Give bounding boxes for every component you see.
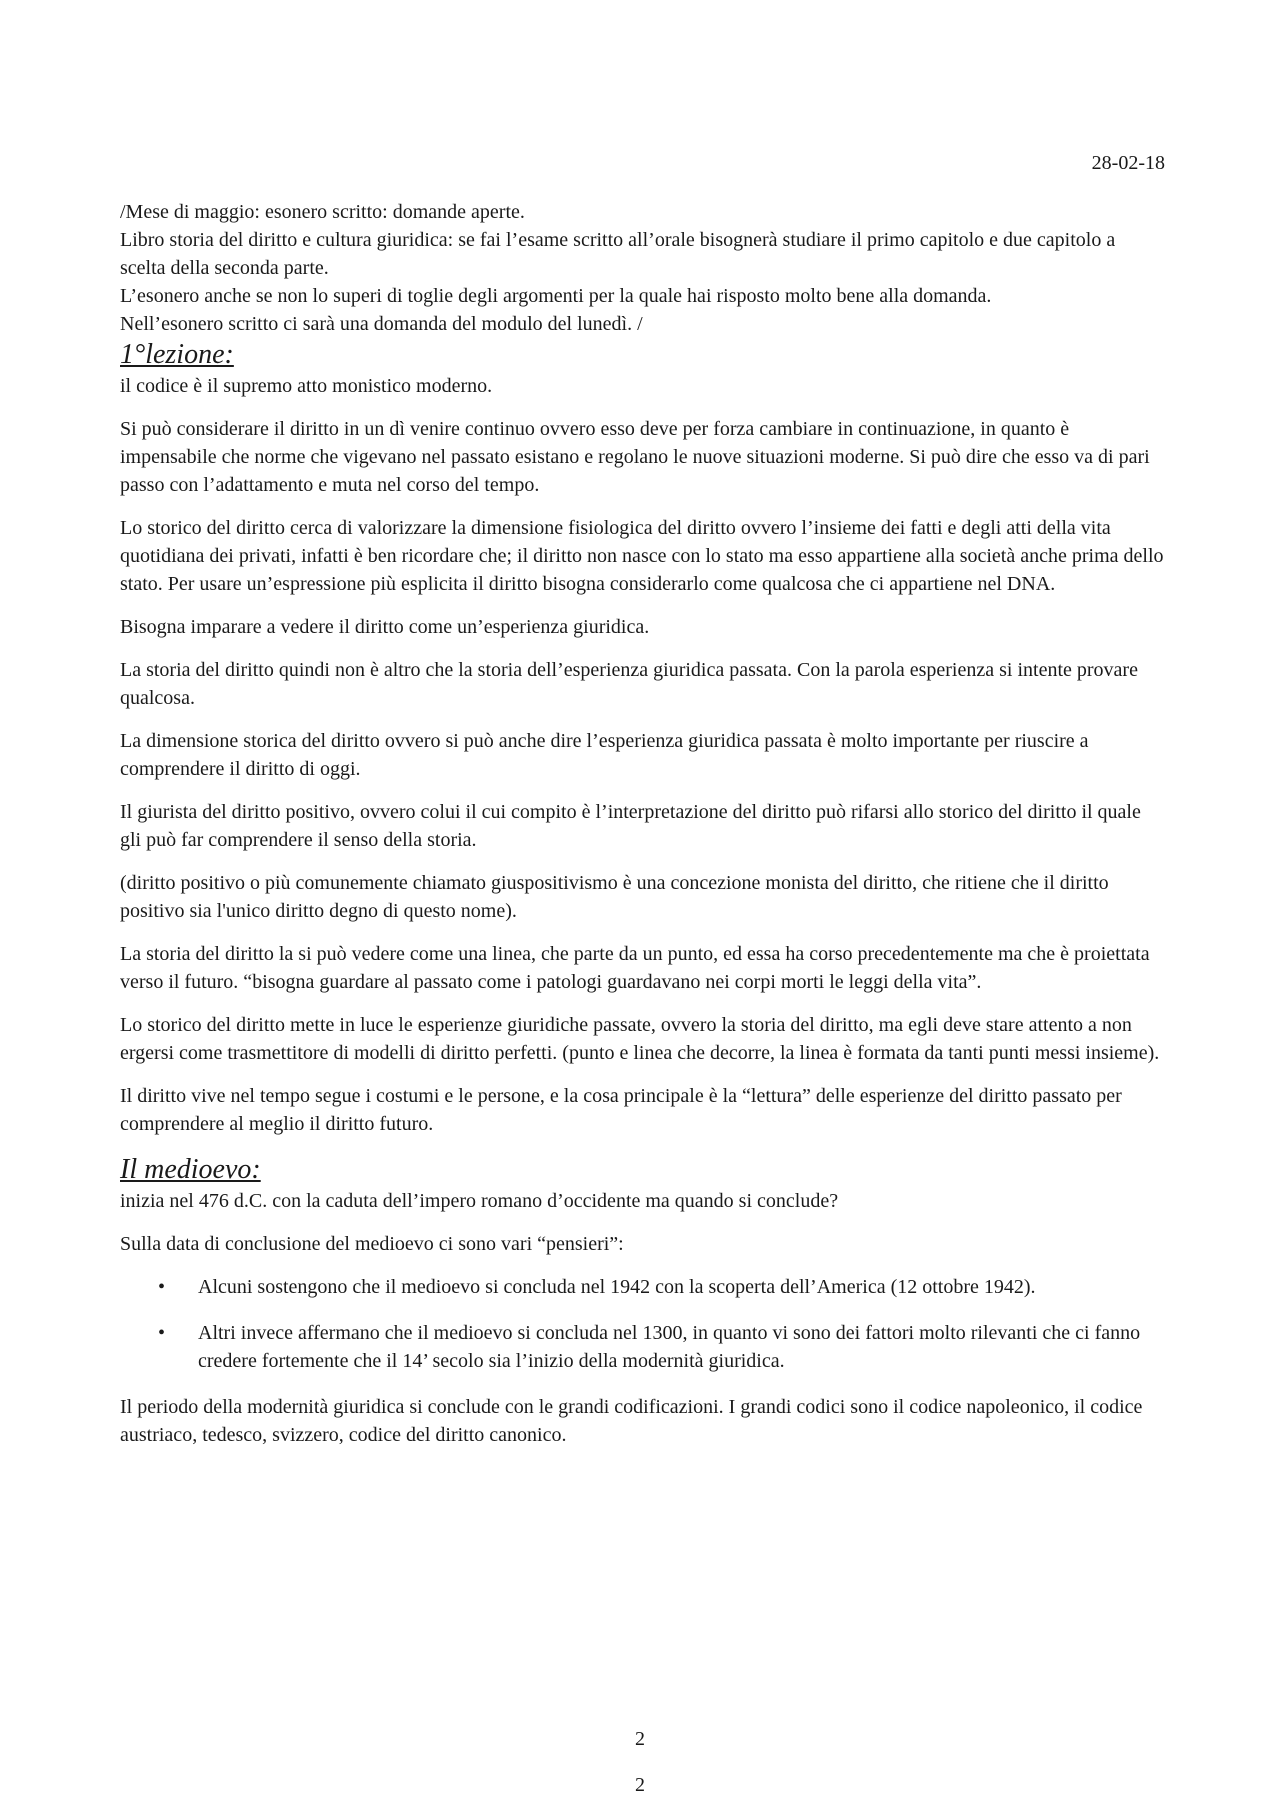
page-number: 2 [635,1728,645,1750]
paragraph: Il giurista del diritto positivo, ovvero colui il cui compito è l’interpretazione del diritto può rifarsi allo storico del diritto il quale gli può far comprendere il senso della storia. [120,801,1141,851]
document-date: 28-02-18 [1091,152,1165,174]
paragraph: Si può considerare il diritto in un dì venire continuo ovvero esso deve per forza cambiare in continuazione, in quanto è impensabile che norme che vigevano nel passato esistano e regolano le nuove situazioni moderne. Si può dire che esso va di pari passo con l’adattamento e muta nel corso del tempo. [120,418,1150,496]
exam-note [120,198,1165,338]
paragraph: Bisogna imparare a vedere il diritto come un’esperienza giuridica. [120,616,650,638]
paragraph: La storia del diritto quindi non è altro che la storia dell’esperienza giuridica passata. Con la parola esperienza si intente provare qualcosa. [120,659,1138,709]
bullet-icon: • [158,1322,166,1344]
note-line: Libro storia del diritto e cultura giuridica: se fai l’esame scritto all’orale bisognerà studiare il primo capitolo e due capitolo a scelta della seconda parte. [120,229,1116,279]
section-heading-medioevo: Il medioevo: [120,1154,261,1185]
list-item-text: Altri invece affermano che il medioevo si concluda nel 1300, in quanto vi sono dei fattori molto rilevanti che ci fanno credere fortemente che il 14’ secolo sia l’inizio della modernità giuridica. [198,1322,1141,1372]
paragraph: Lo storico del diritto cerca di valorizzare la dimensione fisiologica del diritto ovvero l’insieme dei fatti e degli atti della vita quotidiana dei privati, infatti è ben ricordare che; il diritto non nasce con lo stato ma esso appartiene alla società anche prima dello stato. Per usare un’espressione più esplicita il diritto bisogna considerarlo come qualcosa che ci appartiene nel DNA. [120,517,1164,595]
list-item-text: Alcuni sostengono che il medioevo si concluda nel 1942 con la scoperta dell’America (12 ottobre 1942). [198,1276,1036,1298]
document-body [120,198,1165,1464]
section-heading-lezione: 1°lezione: [120,339,234,370]
paragraph: Sulla data di conclusione del medioevo ci sono vari “pensieri”: [120,1233,624,1255]
note-line: Nell’esonero scritto ci sarà una domanda del modulo del lunedì. / [120,313,643,335]
bullet-icon: • [158,1276,166,1298]
paragraph: (diritto positivo o più comunemente chiamato giuspositivismo è una concezione monista del diritto, che ritiene che il diritto positivo sia l'unico diritto degno di questo nome). [120,872,1109,922]
note-line: /Mese di maggio: esonero scritto: domande aperte. [120,201,525,223]
list-item [120,1319,1165,1375]
paragraph: La dimensione storica del diritto ovvero si può anche dire l’esperienza giuridica passata è molto importante per riuscire a comprendere il diritto di oggi. [120,730,1089,780]
list-item [120,1273,1165,1301]
paragraph: il codice è il supremo atto monistico moderno. [120,375,493,397]
paragraph: Il diritto vive nel tempo segue i costumi e le persone, e la cosa principale è la “lettura” delle esperienze del diritto passato per comprendere al meglio il diritto futuro. [120,1085,1122,1135]
paragraph: Il periodo della modernità giuridica si conclude con le grandi codificazioni. I grandi codici sono il codice napoleonico, il codice austriaco, tedesco, svizzero, codice del diritto canonico. [120,1396,1143,1446]
bullet-list [120,1273,1165,1375]
paragraph: inizia nel 476 d.C. con la caduta dell’impero romano d’occidente ma quando si conclude? [120,1190,839,1212]
paragraph: Lo storico del diritto mette in luce le esperienze giuridiche passate, ovvero la storia del diritto, ma egli deve stare attento a non ergersi come trasmettitore di modelli di diritto perfetti. (punto e linea che decorre, la linea è formata da tanti punti messi insieme). [120,1014,1160,1064]
paragraph: La storia del diritto la si può vedere come una linea, che parte da un punto, ed essa ha corso precedentemente ma che è proiettata verso il futuro. “bisogna guardare al passato come i patologi guardavano nei corpi morti le leggi della vita”. [120,943,1150,993]
note-line: L’esonero anche se non lo superi di toglie degli argomenti per la quale hai risposto molto bene alla domanda. [120,285,992,307]
page-number: 2 [635,1774,645,1796]
